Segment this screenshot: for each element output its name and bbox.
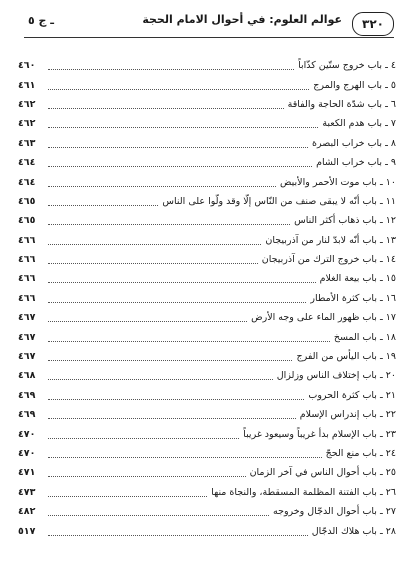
- dot-leader: [48, 379, 273, 380]
- toc-entry-title: ١٦ ـ باب كثرة الأمطار: [310, 292, 396, 304]
- toc-entry: [18, 308, 396, 327]
- toc-entry-title: ١٨ ـ باب المسخ: [333, 331, 396, 343]
- toc-page-number: ٤٦٦: [18, 292, 36, 304]
- toc-entry: [18, 172, 396, 191]
- toc-entry: [18, 521, 396, 540]
- toc-entry-title: ٢٣ ـ باب الإسلام بدأ غريباً وسيعود غريباً: [243, 428, 396, 440]
- toc-entry: [18, 289, 396, 308]
- dot-leader: [48, 89, 309, 90]
- toc-entry-title: ٢٤ ـ باب منع الحجّ: [325, 448, 396, 459]
- toc-entry: [18, 463, 396, 482]
- dot-leader: [48, 69, 294, 70]
- toc-entry-title: ١٥ ـ باب بيعة الغلام: [319, 273, 396, 285]
- dot-leader: [48, 302, 306, 303]
- toc-entry: [18, 483, 396, 502]
- dot-leader: [48, 282, 316, 283]
- toc-page-number: ٤٦٥: [18, 215, 36, 227]
- toc-page-number: ٤٦٨: [18, 370, 36, 382]
- dot-leader: [48, 341, 330, 342]
- volume-label: ـ ج ٥: [28, 14, 55, 27]
- dot-leader: [48, 360, 292, 361]
- toc-entry: [18, 502, 396, 521]
- toc-entry: [18, 134, 396, 153]
- toc-entry: [18, 75, 396, 94]
- toc-entry: [18, 153, 396, 172]
- toc-entry-title: ٢٧ ـ باب أحوال الدجّال وخروجه: [273, 506, 396, 518]
- dot-leader: [48, 224, 290, 225]
- toc-entry-title: ٥ ـ باب الهرج والمرج: [313, 79, 396, 91]
- toc-entry-title: ٩ ـ باب خراب الشام: [316, 157, 396, 169]
- dot-leader: [48, 244, 261, 245]
- toc-page-number: ٤٦٤: [18, 157, 36, 169]
- toc-entry: [18, 386, 396, 405]
- table-of-contents: [18, 56, 396, 541]
- toc-page-number: ٤٧٠: [18, 428, 36, 440]
- toc-entry-title: ١٩ ـ باب اليأس من الفرج: [296, 351, 396, 363]
- toc-entry: [18, 211, 396, 230]
- toc-entry: [18, 114, 396, 133]
- toc-page-number: ٤٦٩: [18, 389, 36, 401]
- toc-entry: [18, 405, 396, 424]
- dot-leader: [48, 399, 304, 400]
- toc-entry-title: ٢٥ ـ باب أحوال الناس في آخر الزمان: [249, 467, 396, 479]
- dot-leader: [48, 108, 284, 109]
- toc-page-number: ٤٦٣: [18, 137, 36, 149]
- toc-page-number: ٤٦٥: [18, 195, 36, 207]
- dot-leader: [48, 418, 296, 419]
- running-header: [24, 10, 394, 38]
- toc-entry-title: ٧ ـ باب هدم الكعبة: [322, 118, 396, 130]
- dot-leader: [48, 476, 246, 477]
- toc-entry-title: ٢٢ ـ باب إندراس الإسلام: [299, 409, 396, 421]
- toc-page-number: ٤٦٦: [18, 273, 36, 285]
- toc-page-number: ٤٦٤: [18, 176, 36, 188]
- toc-entry: [18, 327, 396, 346]
- toc-entry-title: ٢٠ ـ باب إختلاف الناس وزلزال: [276, 370, 396, 382]
- toc-page-number: ٤٦٧: [18, 351, 36, 363]
- toc-entry-title: ١١ ـ باب أنّه لا يبقى صنف من النّاس إلّا وقد ولّوا على الناس: [162, 195, 396, 207]
- toc-page-number: ٤٦٦: [18, 234, 36, 246]
- toc-entry-title: ١٠ ـ باب موت الأحمر والأبيض: [280, 176, 396, 188]
- dot-leader: [48, 186, 276, 187]
- toc-entry-title: ١٣ ـ باب أنّه لابدّ لنار من آذربيجان: [265, 234, 396, 246]
- dot-leader: [48, 147, 308, 148]
- toc-entry-title: ١٢ ـ باب ذهاب أكثر الناس: [294, 215, 396, 227]
- toc-page-number: ٤٦٦: [18, 254, 36, 266]
- toc-page-number: ٤٦٢: [18, 118, 36, 130]
- dot-leader: [48, 535, 308, 536]
- toc-entry: [18, 366, 396, 385]
- toc-entry-title: ٤ ـ باب خروج ستّين كذّاباً: [298, 60, 396, 72]
- toc-entry: [18, 250, 396, 269]
- dot-leader: [48, 205, 158, 206]
- dot-leader: [48, 127, 318, 128]
- book-title: عوالم العلوم: في أحوال الامام الحجة: [142, 13, 342, 26]
- toc-page-number: ٤٦٧: [18, 312, 36, 324]
- toc-entry: [18, 444, 396, 463]
- toc-page-number: ٤٧٠: [18, 448, 36, 459]
- dot-leader: [48, 515, 269, 516]
- toc-entry: [18, 347, 396, 366]
- toc-entry-title: ١٤ ـ باب خروج الترك من آذربيجان: [261, 254, 396, 266]
- toc-page-number: ٤٦١: [18, 79, 36, 91]
- toc-page-number: ٥١٧: [18, 525, 36, 537]
- toc-entry: [18, 56, 396, 75]
- toc-page-number: ٤٦٠: [18, 60, 36, 72]
- dot-leader: [48, 496, 207, 497]
- toc-entry: [18, 192, 396, 211]
- toc-entry-title: ٢٨ ـ باب هلاك الدجّال: [311, 525, 396, 537]
- toc-entry: [18, 231, 396, 250]
- toc-entry-title: ٨ ـ باب خراب البصرة: [311, 137, 396, 149]
- dot-leader: [48, 438, 239, 439]
- toc-entry-title: ٦ ـ باب شدّة الحاجة والفاقة: [287, 98, 396, 110]
- toc-page-number: ٤٨٢: [18, 506, 36, 518]
- toc-entry: [18, 95, 396, 114]
- toc-entry: [18, 424, 396, 443]
- toc-entry: [18, 269, 396, 288]
- toc-entry-title: ٢١ ـ باب كثرة الحروب: [308, 389, 396, 401]
- dot-leader: [48, 166, 312, 167]
- toc-entry-title: ١٧ ـ باب ظهور الماء على وجه الأرض: [251, 312, 396, 324]
- header-divider: [24, 37, 394, 38]
- toc-page-number: ٤٧٣: [18, 486, 36, 498]
- toc-entry-title: ٢٦ ـ باب الفتنة المظلمة المسقطة، والنجاة منها: [211, 486, 396, 498]
- toc-page-number: ٤٦٧: [18, 331, 36, 343]
- dot-leader: [48, 457, 322, 458]
- dot-leader: [48, 263, 258, 264]
- page-number-badge: ٣٢٠: [352, 12, 394, 36]
- toc-page-number: ٤٧١: [18, 467, 36, 479]
- toc-page-number: ٤٦٩: [18, 409, 36, 421]
- toc-page-number: ٤٦٢: [18, 98, 36, 110]
- dot-leader: [48, 321, 247, 322]
